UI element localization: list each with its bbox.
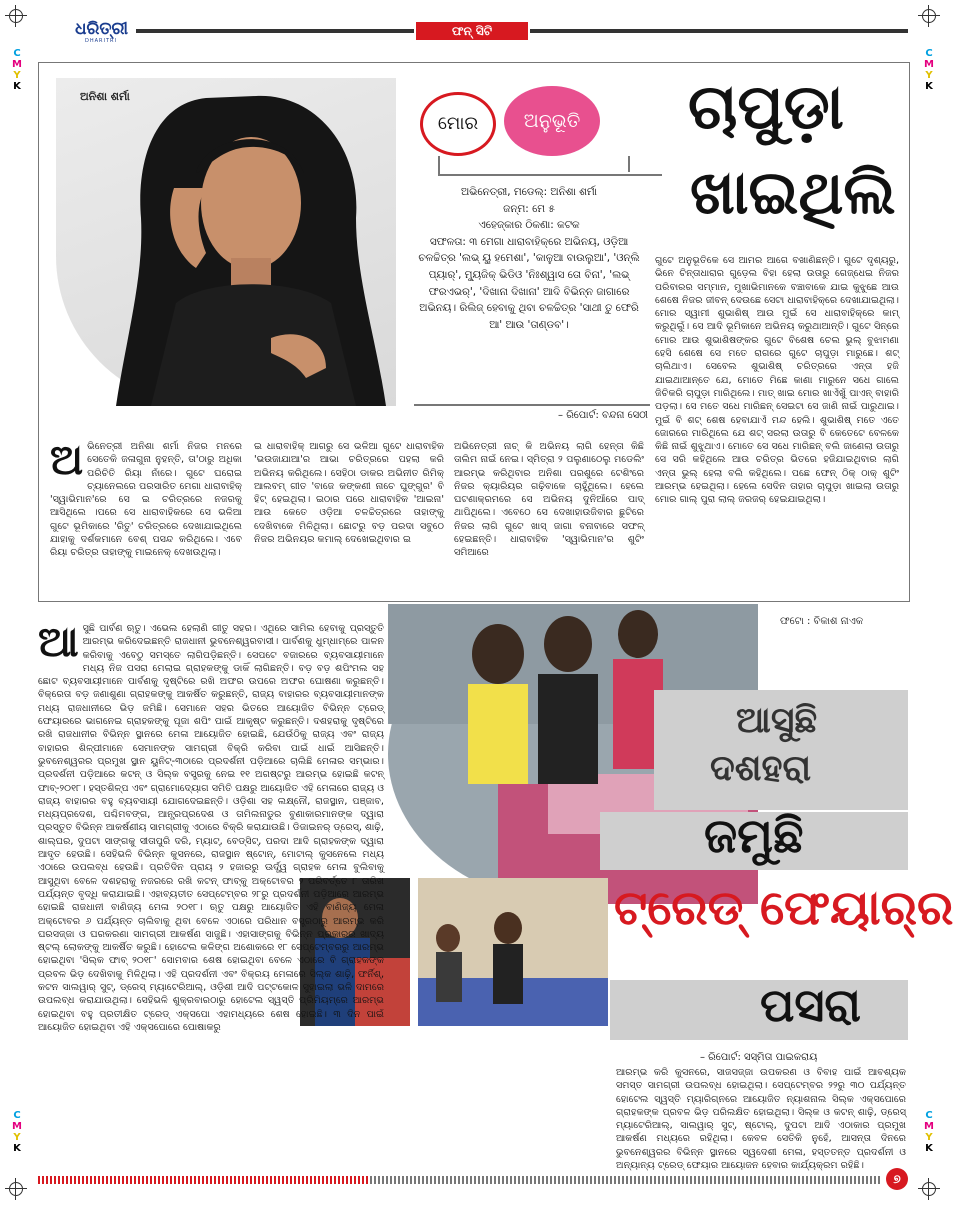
market-illustration <box>418 878 608 1026</box>
connector-line-h <box>438 174 662 176</box>
panel-pasara <box>610 980 908 1040</box>
trade-body-right: ଆରମ୍ଭ କରି କୁସନରେ, ସାଜସଜ୍ଜା ଉପକରଣ ଓ ବିବାହ ପାଇଁ ଆବଶ୍ୟକ ସମସ୍ତ ସାମଗ୍ରୀ ଉପଲବ୍ଧ ହୋଇଥିଲା। ସେପ୍ଟେମ୍ବର ୨୨ରୁ ୩୦ ପର୍ଯ୍ୟନ୍ତ ହୋଟେଲ ସ୍ୱସ୍ତି ମ୍ୟାରିଗ୍ନରେ ଆୟୋଜିତ ନ୍ୟାଶନାଲ ସିଲ୍କ ଏକ୍ସପୋରେ ଗ୍ରାହକଙ୍କ ପ୍ରବଳ ଭିଡ଼ ପରିଲକ୍ଷିତ ହୋଇଥିଲା। ସିଲ୍କ ଓ କଟନ୍ ଶାଢ଼ି, ଡ୍ରେସ୍ ମ୍ୟାଟେରିଆଲ୍, ସାଲୱାର୍ ସୁଟ୍, ଷ୍ଟୋଲ୍, ଦୁପଟା ଆଦି ଏଠାକାର ପ୍ରମୁଖ ଆକର୍ଷଣ ମଧ୍ୟରେ ରହିଥିଲା। କେବଳ ସେତିକି ନୁହେଁ, ଆସନ୍ତା ଦିନରେ ଭୁବନେଶ୍ୱରର ବିଭିନ୍ନ ସ୍ଥାନରେ ସ୍ୱଦେଶୀ ମେଳା, ହସ୍ତତନ୍ତ ପ୍ରଦର୍ଶନୀ ଓ ଅନ୍ୟାନ୍ୟ ଟ୍ରେଡ୍ ଫେୟାର ଆୟୋଜନ ହେବାର କାର୍ଯ୍ୟକ୍ରମ ରହିଛି। <box>616 1067 906 1172</box>
registration-mark-top-left <box>5 5 27 27</box>
trade-fair-photo-small-2 <box>418 878 608 1026</box>
actress-photo-illustration <box>56 78 396 406</box>
interview-headline-line1: ଚାପୁଡ଼ା <box>688 70 844 143</box>
trade-body-left <box>38 880 294 1040</box>
footer-rule-right <box>370 1176 880 1184</box>
profile-bottom-line <box>414 404 650 406</box>
photo-caption: ଅନିଶା ଶର୍ମା <box>80 90 130 103</box>
footer-rule-left <box>38 1176 368 1184</box>
trade-headline-4: ଟ୍ରେଡ୍ ଫେୟାର୍‌ର <box>614 880 953 936</box>
dropcap: ଅ <box>50 435 84 484</box>
masthead-rule-left <box>136 29 414 33</box>
interview-col-1: ଅଭିନେତ୍ରୀ ଅନିଶା ଶର୍ମା ନିଜର ମନରେ ସେତେକି ଜଳାଗୁନା ନୁହନ୍ତି, ତା'ଠାରୁ ଅଧିକା ପରିଚିତି ରିୟା ନାଁରେ। ଗୁଟେ ଘରୋଇ ଚ୍ୟାନେଲରେ ପରସାରିତ ମେଗା ଧାରାବାହିକ୍ 'ସ୍ୱାଭିମାନ'ରେ ସେ ଇ ଚରିତ୍ରରେ ନଜରକୁ ଆସିଥିଲେ ।ପରେ ସେ ଧାରାବାହିକରେ ସେ ଭଳିଆ ଗୁଟେ ଭୂମିକାରେ 'ରିତୁ' ଚରିତ୍ରରେ ଦେଖାଯାଇଥିଲେ ଯାହାକୁ ଦର୍ଶକମାନେ ବେଶ୍ ପସନ୍ଦ କରିଥିଲେ। ଏବେ ରିୟା ଚରିତ୍ର ତାହାଙ୍କୁ ମାଇନେକ୍ ଦେଖଉଥିଲା। <box>50 435 242 559</box>
profile-block: ଅଭିନେତ୍ରୀ, ମଡେଲ୍: ଅନିଶା ଶର୍ମା ଜନ୍ମ: ମେ ୫ ଏହେଜ୍କାର ଠିକଣା: କଟକ ସଫଳତା: ୩ ମେଗା ଧାରାବାହିକ୍‌ରେ ଅଭିନୟ, ଓଡ଼ିଆ ଚଳଚ୍ଚିତ୍ର 'ଲଭ୍ ୟୁ ହମେଶା', 'କାଳୁଆ ବାଉଲୁଆ', 'ଓନ୍ଲି ପ୍ୟାର୍', ମ୍ୟୁଜିକ୍ ଭିଡିଓ 'ନିଃଶ୍ୱାସ ତୋ ବିନା', 'ଲଭ୍ ଫରଏଭର୍', 'ଦିଖାନା ଦିଖାନା' ଆଦି ବିଭିନ୍ନ ଜାଗାରେ ଅଭିନୟ। ରିଲିଜ୍ ହେବାକୁ ଥିବା ଚଳଚ୍ଚିତ୍ର 'ସାଥୀ ତୁ ଫେରି ଆ' ଆଉ 'ତାଣ୍ଡବ'। <box>418 186 640 331</box>
masthead-rule-right <box>530 29 908 33</box>
photo-credit: ଫଟୋ : ବିକାଶ ନାଏକ <box>780 616 864 627</box>
interview-reporter: – ରିପୋର୍ଟ: ବନ୍ଦନା ସେଠୀ <box>558 410 648 421</box>
connector-line <box>438 156 440 176</box>
cmyk-marks-top-left: C M Y K <box>12 48 22 92</box>
trade-headline-5: ପସରା <box>760 978 861 1032</box>
trade-body-top: ଆସୁଛି ପାର୍ବଣ ଋତୁ। ଏଭେଲ ହେଲାଣି ଗୀତୁ ସହର। ଏଥିରେ ସାମିଲ ହେବାକୁ ପ୍ରସ୍ତୁତି ଆରମ୍ଭ କରିଦେଇଛନ୍ତି ରାଜଧାନୀ ଭୁବନେଶ୍ୱରବାସୀ। ପାର୍ବଣକୁ ଧୁମ୍‌ଧାମ୍‌ରେ ପାଳନ କରିବାକୁ ଏବେଠୁ ସମସ୍ତେ ଲାଗିପଡ଼ିଛନ୍ତି। ସେପଟେ ବଜାରରେ ବ୍ୟବସାୟୀମାନେ ମଧ୍ୟ ନିଜ ପସରା ମେଲାଇ ଗ୍ରାହକଙ୍କୁ ଡାକିଁ ଲାଗିଛନ୍ତି। ବଡ଼ ବଡ଼ ଶପିଂମଲ ସହ ଛୋଟ ବ୍ୟବସାୟୀମାନେ ପାର୍ବଣକୁ ଦୃଷ୍ଟିରେ ରଖି ଅଫର ଉପରେ ଅଫର ଘୋଷଣା କରୁଛନ୍ତି। ବିକ୍ରେତା ବଡ଼ ଜଣାଶୁଣା ଗ୍ରାହକଙ୍କୁ ଆକର୍ଷିତ କରୁଛନ୍ତି, ରାଜ୍ୟ ବାହାରର ବ୍ୟବସାୟୀମାନଙ୍କ ମଧ୍ୟ ରାଜଧାନୀରେ ଭିଡ଼ ଜମିଛି। ସେମାନେ ସହର ଭିତରେ ଆୟୋଜିତ ବିଭିନ୍ନ ଟ୍ରେଡ୍ ଫେୟାରରେ ଭାଗନେଇ ଗ୍ରାହକଙ୍କୁ ପୂଜା ଶପିଂ ପାଇଁ ଆକୃଷ୍ଟ କରୁଛନ୍ତି। ଦଶହରାକୁ ଦୃଷ୍ଟିରେ ରଖି ରାଜଧାନୀର ବିଭିନ୍ନ ସ୍ଥାନରେ ମେଳା ଆୟୋଜିତ ହୋଇଛି, ଯେଉଁଠିକୁ ରାଜ୍ୟ ଏବଂ ରାଜ୍ୟ ବାହାରର ଶିଳ୍ପୀମାନେ ସେମାନଙ୍କ ସାମଗ୍ରୀ ବିକ୍ରି କରିବା ପାଇଁ ଧାଇଁ ଆସିଛନ୍ତି। ଭୁବନେଶ୍ୱରର ପ୍ରମୁଖ ସ୍ଥାନ ୟୁନିଟ୍-୩ଠାରେ ପ୍ରଦର୍ଶନୀ ପଡ଼ିଆରେ ଚାଲିଛି ମେଳାର ସମ୍ଭାର। ପ୍ରଦର୍ଶନୀ ପଡ଼ିଆରେ କଟନ୍ ଓ ସିଲ୍କ ବସ୍ତ୍ରକୁ ନେଇ ୧୧ ଅଗଷ୍ଟରୁ ଆରମ୍ଭ ହୋଇଛି କଟନ୍ ଫାବ୍-୨୦୧୮। ହସ୍ତଶିଳ୍ପ ଏବଂ ଗ୍ରାମୋଦ୍ୟୋଗ ସମିତି ପକ୍ଷରୁ ଆୟୋଜିତ ଏହି ମେଳାରେ ରାଜ୍ୟ ଓ ରାଜ୍ୟ ବାହାରର ବହୁ ବ୍ୟବସାୟୀ ଯୋଗଦେଇଛନ୍ତି। ଓଡ଼ିଶା ସହ ଲକ୍ଷ୍ନୌ, ରାଜସ୍ଥାନ, ପଞ୍ଜାବ, ମଧ୍ୟପ୍ରଦେଶ, ପଶ୍ଚିମବଙ୍ଗ, ଆନ୍ଧ୍ରପ୍ରଦେଶ ଓ ତାମିଲନାଡୁର ବୁଣାକାରମାନଙ୍କ ଦ୍ୱାରା ପ୍ରସ୍ତୁତ ବିଭିନ୍ନ ଆକର୍ଷଣୀୟ ସାମଗ୍ରୀକୁ ଏଠାରେ ବିକ୍ରି କରାଯାଉଛି। ଡିଜାଇନର୍ ଡ୍ରେସ୍, ଶାଢ଼ି, ଶାଲ୍‌ଘର, ଦୁପଟା ସାଙ୍ଗକୁ ସୀତାପୁରି ଦରି, ମ୍ୟାଟ୍, ବେଡ୍‌ସିଟ୍, ପରଦା ଆଦି ଗ୍ରାହକଙ୍କ ଦ୍ୱାରା ଆଦୃତ ହେଉଛି। ସେହିଭଳି ବିଭିନ୍ନ କୁସନରେ, ରାଜସ୍ଥାନ ଷ୍ଟୋନ୍, ମୋଟାଲ୍ କୁସନେଲେ ମଧ୍ୟ ଏଠାରେ ଉପଲବ୍ଧ ହେଉଛି। ପ୍ରତିଦିନ ପ୍ରାୟ ୨ ହଜାରରୁ ଊର୍ଦ୍ଧ୍ୱ ଗ୍ରାହକ ମେଳା ବୁଲିବାକୁ ଆସୁଥିବା ବେଳେ ଦଶହରାକୁ ନଜରରେ ରଖି କଟନ୍ ଫାବ୍‌କୁ ଅକ୍ଟୋବର ୨ ପରିବର୍ତ୍ତେ ୮ ତାରିଖ ପର୍ଯ୍ୟନ୍ତ ବୃଦ୍ଧି କରାଯାଇଛି। ଏହାବ୍ୟତୀତ ସେପ୍ଟେମ୍ବର ୨୮ରୁ ପ୍ରଦର୍ଶନୀ ପଡ଼ିଆରେ ଆରମ୍ଭ ହୋଇଛି ରାଜଧାନୀ ବାଣିଜ୍ୟ ମେଳା ୨୦୧୮। ଋତୁ ପକ୍ଷରୁ ଆୟୋଜିତ ଏହି ବାଣିଜ୍ୟ ମେଳା ଅକ୍ଟୋବର ୬ ପର୍ଯ୍ୟନ୍ତ ଚାଲିବାକୁ ଥିବା ବେଳେ ଏଠାରେ ପରିଧାନ ବସ୍ତ୍ରଠାରୁ ଆରମ୍ଭ କରି ଘରସଜ୍ଜା ଓ ଘରକରଣା ସାମଗ୍ରୀ ଆକର୍ଷଣ ସାଜୁଛି। ଏହାସାଙ୍ଗକୁ ବିଭିନ୍ନ ପ୍ରକାରର ଖାଦ୍ୟ ଷ୍ଟଲ୍ ଲୋକଙ୍କୁ ଆକର୍ଷିତ କରୁଛି। ହୋଟେଲ କଳିଙ୍ଗ ଅଶୋକରେ ୧୮ ସେପ୍ଟେମ୍ବରରୁ ଆରମ୍ଭ ହୋଇଥିବା 'ସିଲ୍କ ଫାବ୍ ୨୦୧୮' ସୋମବାର ଶେଷ ହୋଇଥିବା ବେଳେ ଏଠାରେ ବି ଗ୍ରାହକଙ୍କ ପ୍ରବଳ ଭିଡ଼ ଦେଖିବାକୁ ମିଳିଥିଲା। ଏହି ପ୍ରଦର୍ଶନୀ ଏବଂ ବିକ୍ରୟ ମେଳାରେ ସିଲ୍କ ଶାଢ଼ି, ଫର୍ନିଶ୍, କଟନ ସାଲୱାର୍ ସୁଟ୍, ଡ୍ରେସ୍ ମ୍ୟାଟେରିଆଲ୍, ଓଡ଼ିଶୀ ଆଦି ପଟ୍ଟକୋଳ ସୁହାଇଲା ଭଳି ଦାମରେ ଉପଲବ୍ଧ କରାଯାଉଥିଲା। ସେହିଭଳି ଶୁକ୍ରବାରଠାରୁ ହୋଟେଲ ସ୍ୱସ୍ତି ପ୍ରିମିୟମ୍‌ରେ ଆରମ୍ଭ ହୋଇଥିବା ବହୁ ପ୍ରତୀକ୍ଷିତ ଟ୍ରେଡ୍ ଏକ୍ସପୋ ଏହାମଧ୍ୟରେ ଶେଷ ହୋଇଛି। ୩ ଦିନ ପାଇଁ ଆୟୋଜିତ ହୋଇଥିବା ଏହି ଏକ୍ସପୋରେ ପୋଷାକରୁ <box>38 617 384 1033</box>
registration-mark-bottom-right <box>918 1178 940 1200</box>
trade-headline-3: ଜମୁଛି <box>704 808 804 864</box>
interview-col-4: ଗୁଟେ ଅନୁଭୂତିକେ ସେ ଆମର ଆଗେ ବଖାଣିଛନ୍ତି। ଗୁଟେ ଦୃଶ୍ୟରୁ, ଭିନେ ଚିନ୍ତାଧାରାର ଗୁଡ଼େଲ ବିହା ହେଲା ଉତାରୁ ଗେଜ୍‌ଧେଇ ନିଜର ପରିବାରର ସମ୍ମାନ, ମୁଖାଭିମାନକେ ବଞ୍ଚାବାକେ ଯାଇ କୁଝୁଛେ ଆଉ ଶେଷେ ନିଜର ଜୀବନ୍ ଦେଉଛେ ସେଟା ଧାରାବାହିକ୍‌ରେ ଦେଖାଯାଇଥିଲା। ମୋର ସ୍ୱାମୀ ଶୁଭାଶିଷ୍ ଆଉ ମୁଇଁ ସେ ଧାରାବାହିକ୍‌ରେ କାମ୍ କରୁଥିଲୁଁ। ସେ ଆଦି ଭୂମିକାନେ ଅଭିନୟ କରୁଥାଆନ୍ତି। ଗୁଟେ ସିନ୍‌ରେ ମୋର ଆଉ ଶୁଭାଶିଷଙ୍କର ଗୁଟେ ବିଶେଷ ଚେଲ ଭୁଲ୍ ବୁଝାମଣା ହେସି ଶେଷେ ସେ ମତେ ରାଗରେ ଗୁଟେ ଚାପୁଡ଼ା ମାରୁଛେ। ଶଟ୍‌ ଚାଲିଥାଏ। ସେବେଲ ଶୁଭାଶିଷ୍ ଚରିତ୍ରରେ ଏନ୍ତା ହଜି ଯାଇଥାଆନ୍ତେ ଯେ, ମୋତେ ମିଛେ କାଣା ମାରୁନେ ସଧେ ଗାଲେ ଜିଚିକରି ଚାପୁଡ଼ା ମାରିଥିଲେ। ମାତ୍ ଖାଇ ମୋର ଖାଏଁଖୁଁ ପାଏନ୍ ବାହାରି ପଡ଼ଲା। ସେ ମତେ ସଧେ ମାରିଛନ୍ ସେଇଟା ସେ ଜାଣି ନାଇଁ ପାରୁଥାଇ। ମୁଇଁ ବି ଶଟ୍‌ ଶେଷ ହେବାଯାଏଁ ମନ୍ଦ ହେଲି। ଶୁଭାଶିଷ୍ ମତେ ଏତେ ଜୋରରେ ମାରିଥିଲେ ଯେ ଶଟ୍ ସରଲା ଉତାରୁ ବି କେତେଟେ ବେଳକେ କିଛି ନାଇଁ ଶୁଝୁଥାଏ। ମୋତେ ସେ ସଧେ ମାରିଛନ୍ ବଲି ଜାଣେଲା ଉତାରୁ ସେ ସରି କହିଥିଲେ ଆଉ ଚରିତ୍ର ଭିତରେ ହଜିଯାଇଥିବାର ଲାଗି ଏନ୍ତା ଭୁଲ୍ ହେଲା ବଲି କହିଥିଲେ। ପଛେ ଫେନ୍ ଠିକ୍ ଠାକ୍ ଶୁଟିଂ ଆରମ୍ଭ ହେଇଥିଲା। ହେଲେ ସେଦିନ ତାହାର ଚାପୁଡ଼ା ଖାଇଲା ଉତାରୁ ମୋର ଗାଲ୍ ପୁରା ଲାଲ୍ ଜରଜର୍ ହେଇଯାଇଥିଲା। <box>655 255 899 506</box>
badge-anubhuti: ଅନୁଭୂତି <box>504 86 600 156</box>
actress-photo <box>56 78 396 406</box>
trade-headline-1: ଆସୁଛି <box>736 700 818 741</box>
cmyk-marks-bottom-right: C M Y K <box>924 1110 934 1154</box>
section-label: ଫନ୍ ସିଟି <box>416 22 528 40</box>
trade-headline-2: ଦଶହରା <box>710 748 812 789</box>
registration-mark-top-right <box>918 5 940 27</box>
interview-col-3: ଅଭିନେତ୍ରୀ ନାଚ୍ କି ଅଭିନୟ ଲାଗି ହେନ୍ତା କିଛି ତାଲିମ ନାଇଁ ନେଇ। ସ୍ମିତ୍ରା ୨ ପଲୁଣାଠେଲୁ ମଡେଲିଂ ଆରମ୍ଭ କରିଥିବାର ଅନିଶା ପରଶୁରେ ଟେଶିଂରେ ନିଜର କ୍ୟାରିୟର ଗଢ଼ିବାକେ ଚାହୁଁଥିଲେ। ହେଲେ ଘଟଣାକ୍ରମରେ ସେ ଅଭିନୟ ଦୁନିଆଁରେ ପାଦ୍ ଥାପିଥିଲେ। ଏବେଠେ ସେ ଦେଖାହାଉଜିବାର ଛୁଟିରେ ନିଜର ଲାଗି ଗୁଟେ ଖାସ୍ ଜାଗା ବନାବାରେ ସଫଳ୍ ହେଇଛନ୍ତି। ଧାରାବାହିକ 'ସ୍ୱାଭିମାନ'ର ଶୁଟିଂ ସମିଆରେ <box>454 441 644 559</box>
registration-mark-bottom-left <box>5 1178 27 1200</box>
cmyk-marks-top-right: C M Y K <box>924 48 934 92</box>
interview-headline-line2: ଖାଇଥିଲି <box>690 158 896 228</box>
cmyk-marks-bottom-left: C M Y K <box>12 1110 22 1154</box>
trade-dropcap: ଆ <box>38 617 79 666</box>
trade-reporter: – ରିପୋର୍ଟ: ସସ୍ମିତା ପାଇକରାୟ <box>700 1052 818 1063</box>
badge-mora: ମୋର <box>420 92 496 156</box>
page-number: ୭ <box>886 1168 908 1190</box>
connector-line-2 <box>628 156 630 172</box>
interview-col-2: ଇ ଧାରାବାହିକ୍ ଆଗରୁ ସେ ଭଳିଆ ଗୁଟେ ଧାରାବାହିକ 'ଭଉଜାଯାଆ'ର ଆଭା ଚରିତ୍ରରେ ପହଲା କରି ଅଭିନୟ କରିଥିଲେ। ସେହିଠା ଡାକର ଅଭିନୀତ ରିମିକ୍ ଆଲବମ୍ ଗୀତ 'ବାଜେ କଙ୍କଣୀ ନାଚେ ଘୁଙ୍ଗୁର' ବି ହିଟ୍ ହେଇଥିଲା। ଇଠାର ପରେ ଧାରାବାହିକ 'ଆଇନା' ଆଉ କେତେ ଓଡ଼ିଆ ଚଳଚ୍ଚିତ୍ରରେ ତାହାଙ୍କୁ ଦେଖିବାକେ ମିଳିଥିଲା। ଛୋଟରୁ ବଡ଼ ପରଦା ସବୁଠେ ନିଜର ଅଭିନୟର କମାଲ୍ ଦେଖେଇଥିବାର ଇ <box>254 441 444 546</box>
masthead-logo: ଧରିତ୍ରୀ DHARITRI <box>75 19 129 44</box>
